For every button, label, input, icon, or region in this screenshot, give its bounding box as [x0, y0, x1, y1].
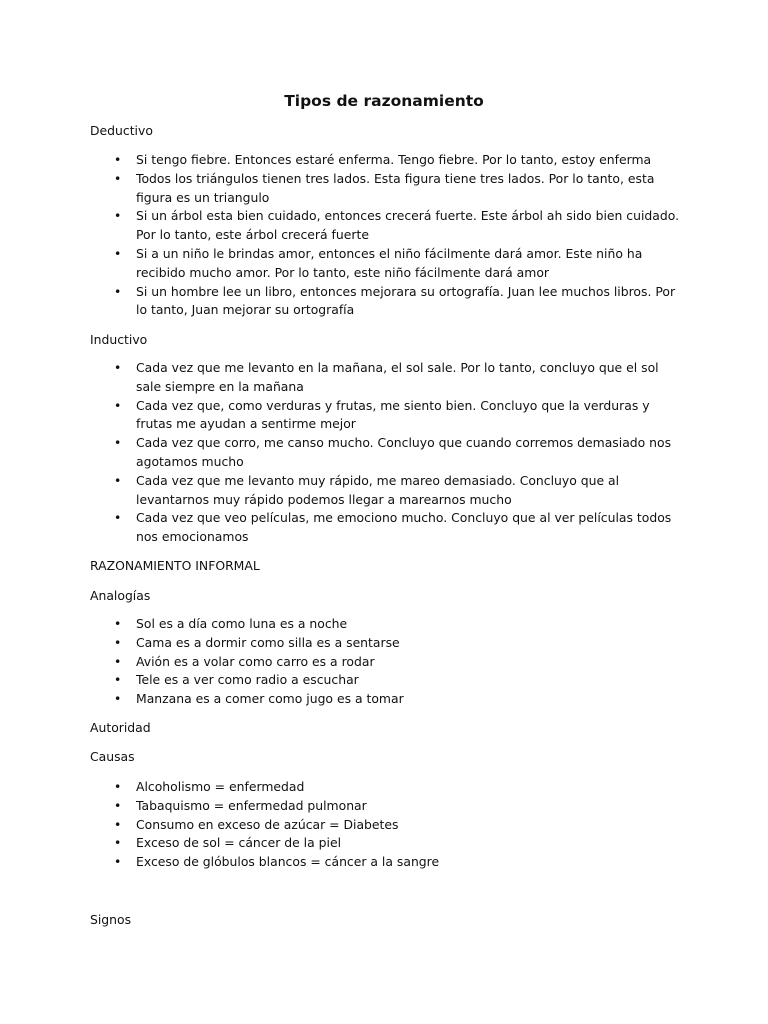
list-item [90, 151, 680, 170]
list-item-text: Cada vez que, como verduras y frutas, me siento bien. Concluyo que la verduras y frutas me ayudan a sentirme mejor [136, 397, 650, 432]
list-item [90, 283, 680, 321]
bullet-icon: • [114, 616, 122, 631]
list-causas [90, 778, 680, 872]
heading-autoridad: Autoridad [90, 720, 151, 735]
bullet-icon: • [114, 691, 122, 707]
bullet-icon: • [114, 797, 122, 813]
list-item-text: Avión es a volar como carro es a rodar [136, 653, 375, 669]
list-item [90, 816, 680, 835]
list-item [90, 671, 680, 690]
list-item-text: Si a un niño le brindas amor, entonces el niño fácilmente dará amor. Este niño ha recibido mucho amor. Por lo tanto, este niño fácilmente dará amor [136, 245, 643, 280]
list-item [90, 397, 680, 435]
list-item-text: Cada vez que me levanto en la mañana, el sol sale. Por lo tanto, concluyo que el sol sale siempre en la mañana [136, 360, 659, 394]
list-item [90, 245, 680, 283]
list-deductivo [90, 151, 680, 320]
list-item [90, 472, 680, 510]
bullet-icon: • [114, 779, 122, 794]
heading-razonamiento-informal: RAZONAMIENTO INFORMAL [90, 558, 260, 573]
bullet-icon: • [114, 152, 122, 167]
list-item [90, 797, 680, 816]
bullet-icon: • [114, 816, 122, 832]
list-item [90, 690, 680, 709]
bullet-icon: • [114, 854, 122, 870]
list-item [90, 509, 680, 547]
list-item-text: Manzana es a comer como jugo es a tomar [136, 691, 404, 707]
heading-deductivo: Deductivo [90, 123, 153, 138]
list-analogias [90, 615, 680, 709]
bullet-icon: • [114, 835, 122, 851]
heading-signos: Signos [90, 912, 132, 927]
bullet-icon: • [114, 397, 122, 413]
bullet-icon: • [114, 435, 122, 451]
list-item-text: Exceso de glóbulos blancos = cáncer a la sangre [136, 854, 440, 870]
list-item [90, 434, 680, 472]
list-item-text: Cada vez que veo películas, me emociono mucho. Concluyo que al ver películas todos nos emocionamos [136, 510, 672, 545]
list-item-text: Si un hombre lee un libro, entonces mejorara su ortografía. Juan lee muchos libros. Por lo tanto, Juan mejorar su ortografía [136, 283, 676, 318]
list-item-text: Cada vez que corro, me canso mucho. Concluyo que cuando corremos demasiado nos agotamos mucho [136, 435, 672, 469]
list-item-text: Consumo en exceso de azúcar = Diabetes [136, 816, 399, 832]
list-item-text: Cada vez que me levanto muy rápido, me mareo demasiado. Concluyo que al levantarnos muy rápido podemos llegar a marearnos mucho [136, 472, 620, 507]
bullet-icon: • [114, 510, 122, 526]
list-item [90, 778, 680, 797]
list-item [90, 834, 680, 853]
list-item [90, 170, 680, 208]
bullet-icon: • [114, 245, 122, 261]
list-item-text: Todos los triángulos tienen tres lados. Esta figura tiene tres lados. Por lo tanto, esta figura es un triangulo [136, 170, 655, 205]
bullet-icon: • [114, 653, 122, 669]
list-inductivo [90, 359, 680, 547]
list-item [90, 653, 680, 672]
list-item-text: Cama es a dormir como silla es a sentarse [136, 634, 400, 650]
bullet-icon: • [114, 634, 122, 650]
list-item [90, 634, 680, 653]
list-item-text: Exceso de sol = cáncer de la piel [136, 835, 342, 851]
list-item [90, 615, 680, 634]
list-item-text: Si un árbol esta bien cuidado, entonces crecerá fuerte. Este árbol ah sido bien cuidado. Por lo tanto, este árbol crecerá fuerte [136, 208, 680, 243]
bullet-icon: • [114, 283, 122, 299]
list-item-text: Sol es a día como luna es a noche [136, 616, 348, 631]
list-item [90, 359, 680, 397]
document-title: Tipos de razonamiento [284, 92, 484, 110]
list-item-text: Tele es a ver como radio a escuchar [136, 672, 359, 688]
list-item-text: Tabaquismo = enfermedad pulmonar [136, 797, 367, 813]
bullet-icon: • [114, 360, 122, 375]
heading-analogias: Analogías [90, 588, 151, 603]
list-item-text: Si tengo fiebre. Entonces estaré enferma. Tengo fiebre. Por lo tanto, estoy enferma [136, 152, 652, 167]
list-item [90, 207, 680, 245]
bullet-icon: • [114, 208, 122, 224]
bullet-icon: • [114, 170, 122, 186]
list-item-text: Alcoholismo = enfermedad [136, 779, 305, 794]
bullet-icon: • [114, 672, 122, 688]
list-item [90, 853, 680, 872]
bullet-icon: • [114, 472, 122, 488]
heading-causas: Causas [90, 749, 135, 764]
heading-inductivo: Inductivo [90, 332, 148, 347]
